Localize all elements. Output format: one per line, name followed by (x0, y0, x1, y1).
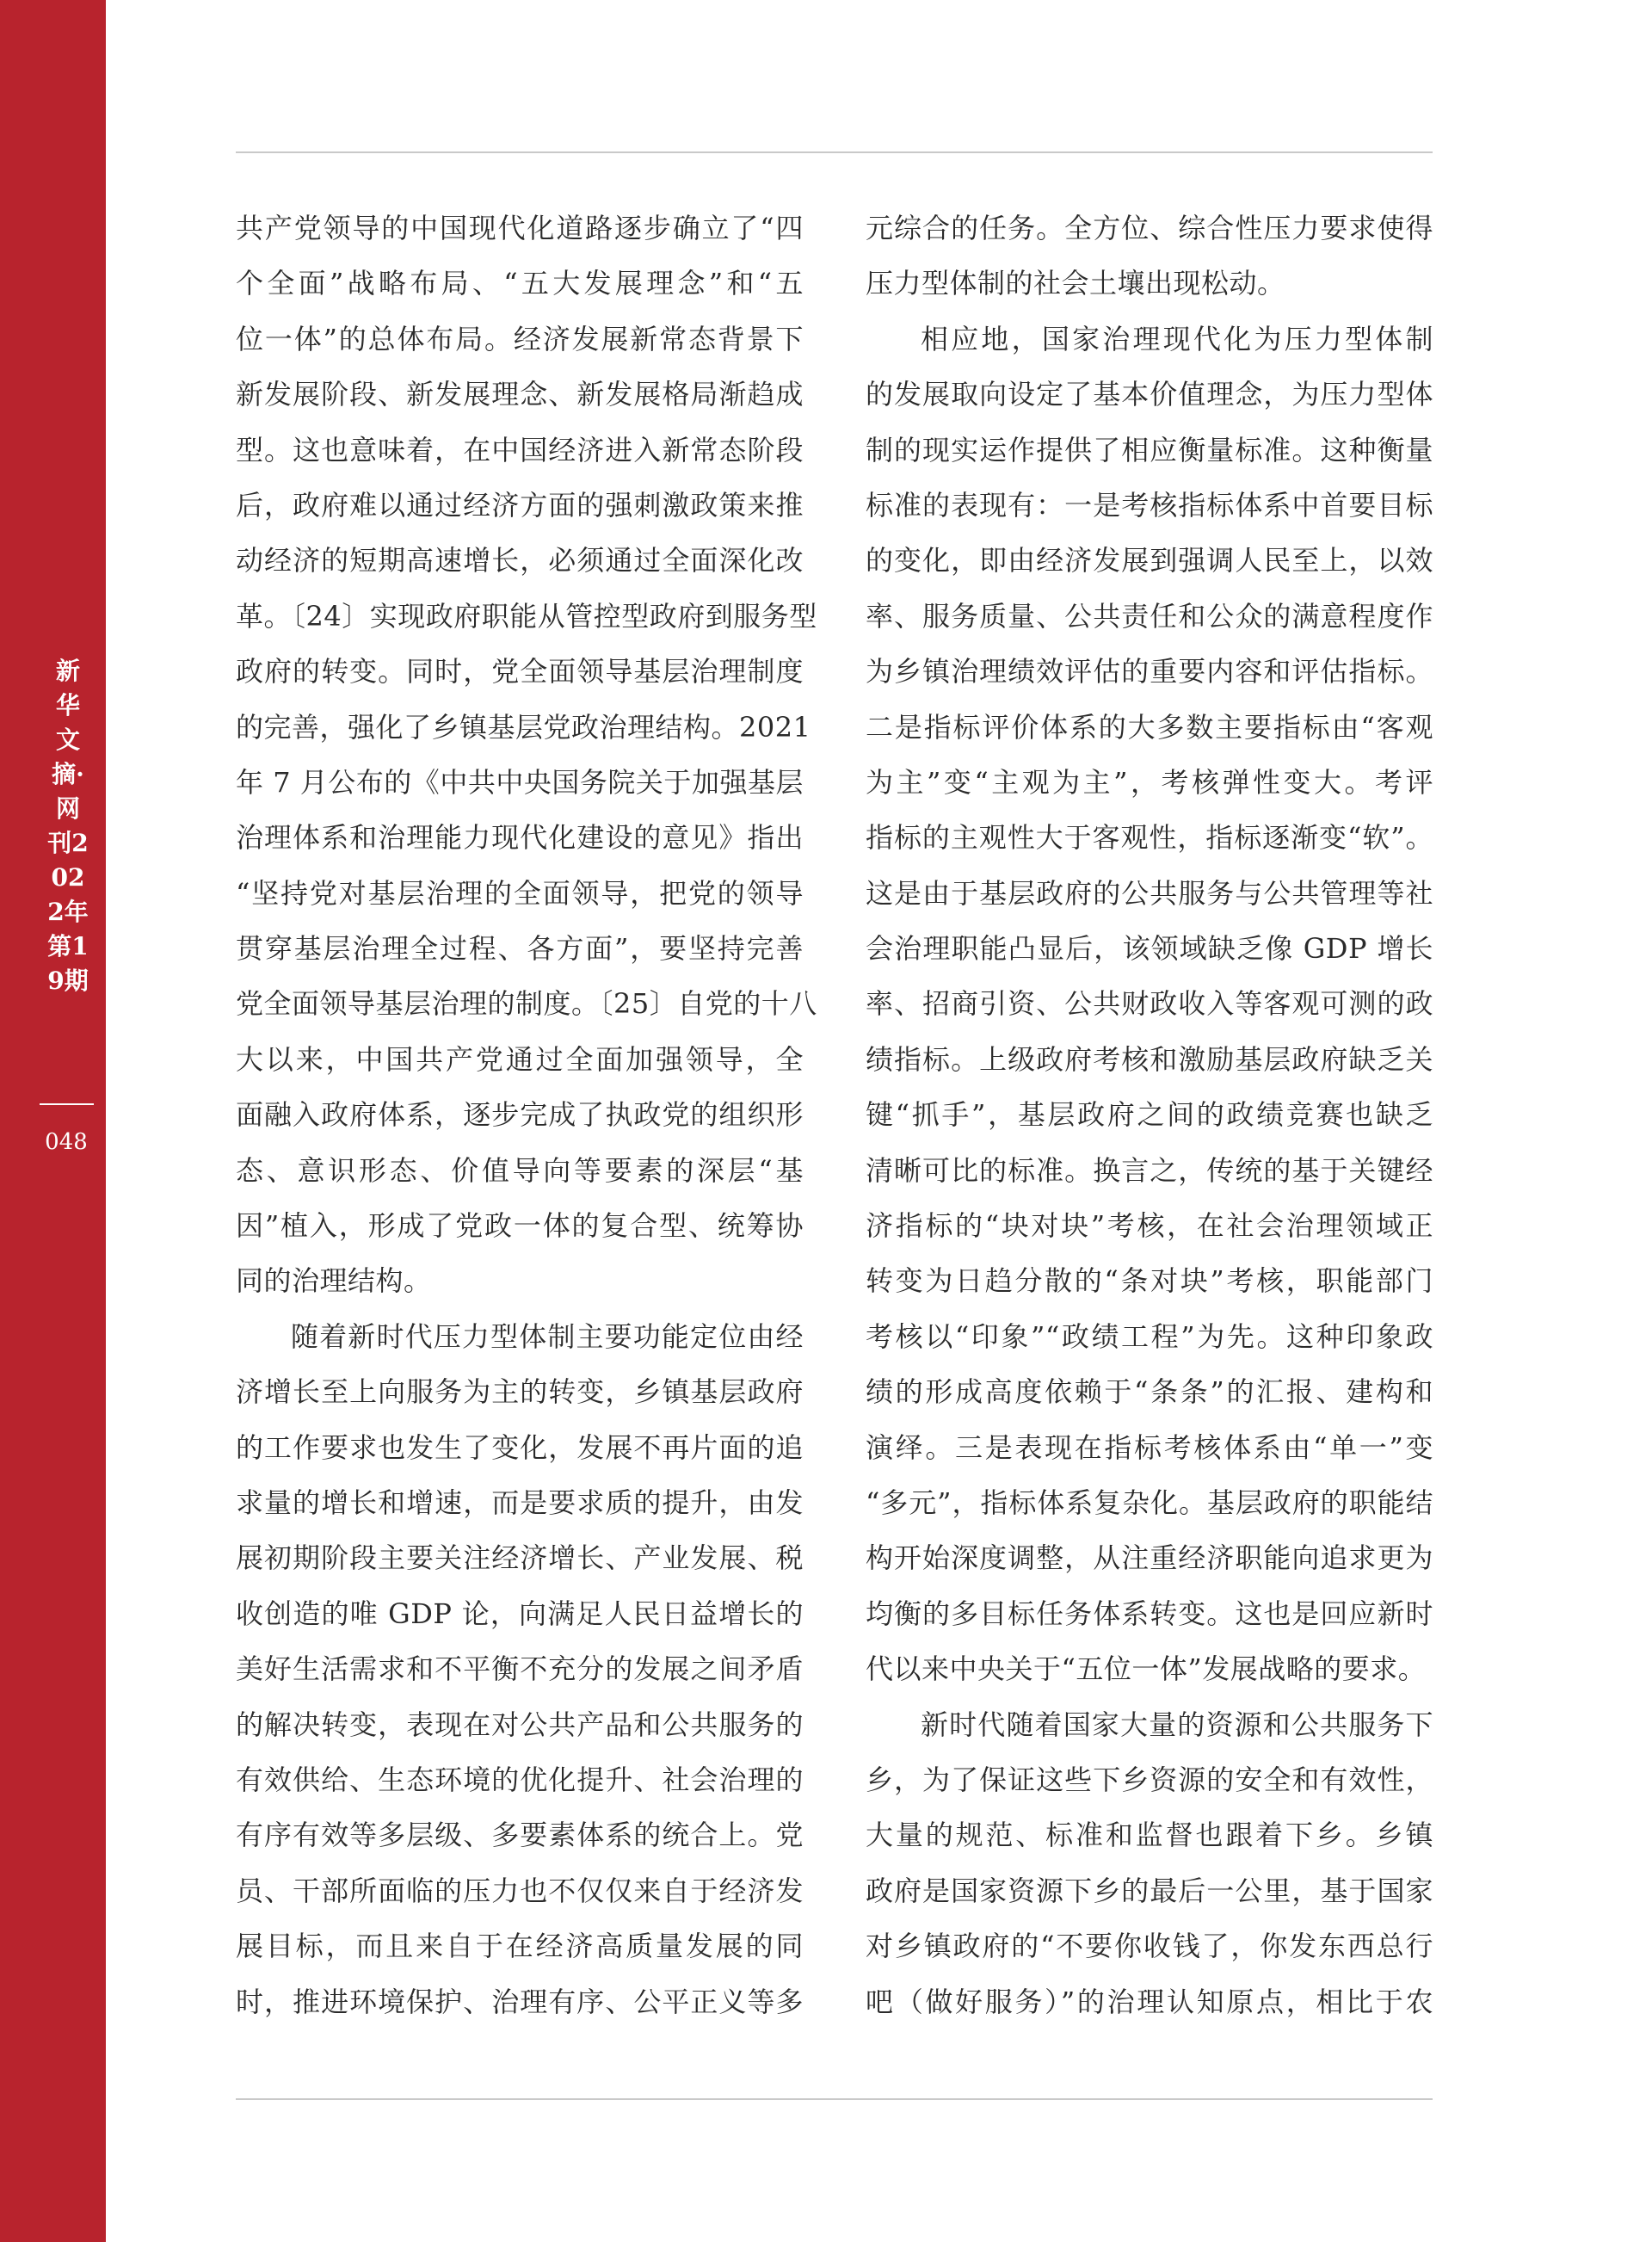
text-line: 大以来，中国共产党通过全面加强领导，全 (236, 1042, 804, 1076)
page-number: 048 (45, 1129, 88, 1155)
right-column (866, 201, 1433, 2029)
text-line: 均衡的多目标任务体系转变。这也是回应新时 (866, 1597, 1433, 1630)
text-line: 政府是国家资源下乡的最后一公里，基于国家 (866, 1874, 1433, 1907)
text-line: 绩指标。上级政府考核和激励基层政府缺乏关 (866, 1042, 1433, 1076)
text-line: 济增长至上向服务为主的转变，乡镇基层政府 (236, 1375, 804, 1409)
text-line: 员、干部所面临的压力也不仅仅来自于经济发 (236, 1874, 804, 1907)
text-line: 年 7 月公布的《中共中央国务院关于加强基层 (236, 765, 804, 799)
text-line: 二是指标评价体系的大多数主要指标由“客观 (866, 710, 1433, 744)
text-line: 指标的主观性大于客观性，指标逐渐变“软”。 (866, 821, 1433, 855)
text-line: 型。这也意味着，在中国经济进入新常态阶段 (236, 433, 804, 466)
sidebar-divider (40, 1103, 94, 1105)
text-line: 键“抓手”，基层政府之间的政绩竞赛也缺乏 (866, 1098, 1433, 1132)
text-line: 有序有效等多层级、多要素体系的统合上。党 (236, 1819, 804, 1852)
text-line: 后，政府难以通过经济方面的强刺激政策来推 (236, 488, 804, 522)
text-line: 党全面领导基层治理的制度。〔25〕自党的十八 (236, 987, 817, 1021)
text-line: 转变为日趋分散的“条对块”考核，职能部门 (866, 1264, 1433, 1298)
text-line: 率、服务质量、公共责任和公众的满意程度作 (866, 599, 1433, 633)
text-line: 政府的转变。同时，党全面领导基层治理制度 (236, 655, 804, 689)
text-line: 面融入政府体系，逐步完成了执政党的组织形 (236, 1098, 804, 1132)
text-line: 展目标，而且来自于在经济高质量发展的同 (236, 1930, 804, 1963)
text-line: 的工作要求也发生了变化，发展不再片面的追 (236, 1430, 804, 1464)
text-line: 代以来中央关于“五位一体”发展战略的要求。 (866, 1652, 1427, 1686)
text-line: 制的现实运作提供了相应衡量标准。这种衡量 (866, 433, 1433, 466)
text-line: 共产党领导的中国现代化道路逐步确立了“四 (236, 212, 804, 244)
text-line: 同的治理结构。 (236, 1264, 432, 1298)
text-line: 标准的表现有：一是考核指标体系中首要目标 (866, 488, 1433, 522)
text-line: 随着新时代压力型体制主要功能定位由经 (291, 1319, 804, 1353)
text-line: 革。〔24〕实现政府职能从管控型政府到服务型 (236, 599, 817, 633)
text-line: 相应地，国家治理现代化为压力型体制 (921, 322, 1433, 355)
sidebar (0, 0, 106, 2242)
text-line: 的变化，即由经济发展到强调人民至上，以效 (866, 544, 1433, 577)
text-line: 时，推进环境保护、治理有序、公平正义等多 (236, 1985, 804, 2018)
text-line: 的解决转变，表现在对公共产品和公共服务的 (236, 1708, 804, 1741)
text-line: 治理体系和治理能力现代化建设的意见》指出 (236, 821, 804, 855)
text-line: 贯穿基层治理全过程、各方面”，要坚持完善 (236, 932, 804, 966)
text-line: 演绎。三是表现在指标考核体系由“单一”变 (866, 1430, 1433, 1464)
text-line: 展初期阶段主要关注经济增长、产业发展、税 (236, 1541, 804, 1575)
text-line: 考核以“印象”“政绩工程”为先。这种印象政 (866, 1319, 1433, 1353)
top-rule (236, 151, 1433, 153)
text-line: 新发展阶段、新发展理念、新发展格局渐趋成 (236, 378, 804, 411)
text-line: 会治理职能凸显后，该领域缺乏像 GDP 增长 (866, 932, 1433, 966)
text-line: 因”植入，形成了党政一体的复合型、统筹协 (236, 1209, 804, 1243)
text-line: 求量的增长和增速，而是要求质的提升，由发 (236, 1485, 804, 1519)
text-line: 个全面”战略布局、“五大发展理念”和“五 (236, 267, 804, 300)
left-column (236, 201, 817, 2029)
text-line: 构开始深度调整，从注重经济职能向追求更为 (866, 1541, 1433, 1575)
text-line: 的发展取向设定了基本价值理念，为压力型体 (866, 378, 1433, 411)
text-line: 为乡镇治理绩效评估的重要内容和评估指标。 (866, 655, 1433, 689)
text-line: 元综合的任务。全方位、综合性压力要求使得 (866, 212, 1433, 244)
text-line: 态、意识形态、价值导向等要素的深层“基 (236, 1153, 804, 1187)
text-line: 收创造的唯 GDP 论，向满足人民日益增长的 (236, 1597, 804, 1630)
text-line: 绩的形成高度依赖于“条条”的汇报、建构和 (866, 1375, 1433, 1409)
text-line: “多元”，指标体系复杂化。基层政府的职能结 (866, 1485, 1433, 1519)
text-line: 乡，为了保证这些下乡资源的安全和有效性， (866, 1763, 1433, 1796)
bottom-rule (236, 2098, 1433, 2100)
text-line: 清晰可比的标准。换言之，传统的基于关键经 (866, 1153, 1433, 1187)
text-line: 这是由于基层政府的公共服务与公共管理等社 (866, 876, 1433, 910)
text-line: 济指标的“块对块”考核，在社会治理领域正 (866, 1209, 1433, 1243)
text-line: 压力型体制的社会土壤出现松动。 (866, 267, 1285, 300)
text-line: 新时代随着国家大量的资源和公共服务下 (921, 1708, 1433, 1741)
text-line: 对乡镇政府的“不要你收钱了，你发东西总行 (866, 1930, 1433, 1963)
journal-title: 新华文摘·网刊2022年第19期 (47, 657, 89, 995)
text-line: 有效供给、生态环境的优化提升、社会治理的 (236, 1763, 804, 1796)
text-line: 动经济的短期高速增长，必须通过全面深化改 (236, 544, 804, 577)
text-line: “坚持党对基层治理的全面领导，把党的领导 (236, 876, 804, 910)
text-line: 率、招商引资、公共财政收入等客观可测的政 (866, 987, 1433, 1021)
text-line: 位一体”的总体布局。经济发展新常态背景下 (236, 322, 804, 355)
text-line: 的完善，强化了乡镇基层党政治理结构。2021 (236, 710, 811, 744)
text-line: 大量的规范、标准和监督也跟着下乡。乡镇 (866, 1819, 1433, 1852)
text-line: 美好生活需求和不平衡不充分的发展之间矛盾 (236, 1652, 804, 1686)
text-line: 吧（做好服务）”的治理认知原点，相比于农 (866, 1985, 1433, 2018)
text-line: 为主”变“主观为主”，考核弹性变大。考评 (866, 765, 1433, 799)
